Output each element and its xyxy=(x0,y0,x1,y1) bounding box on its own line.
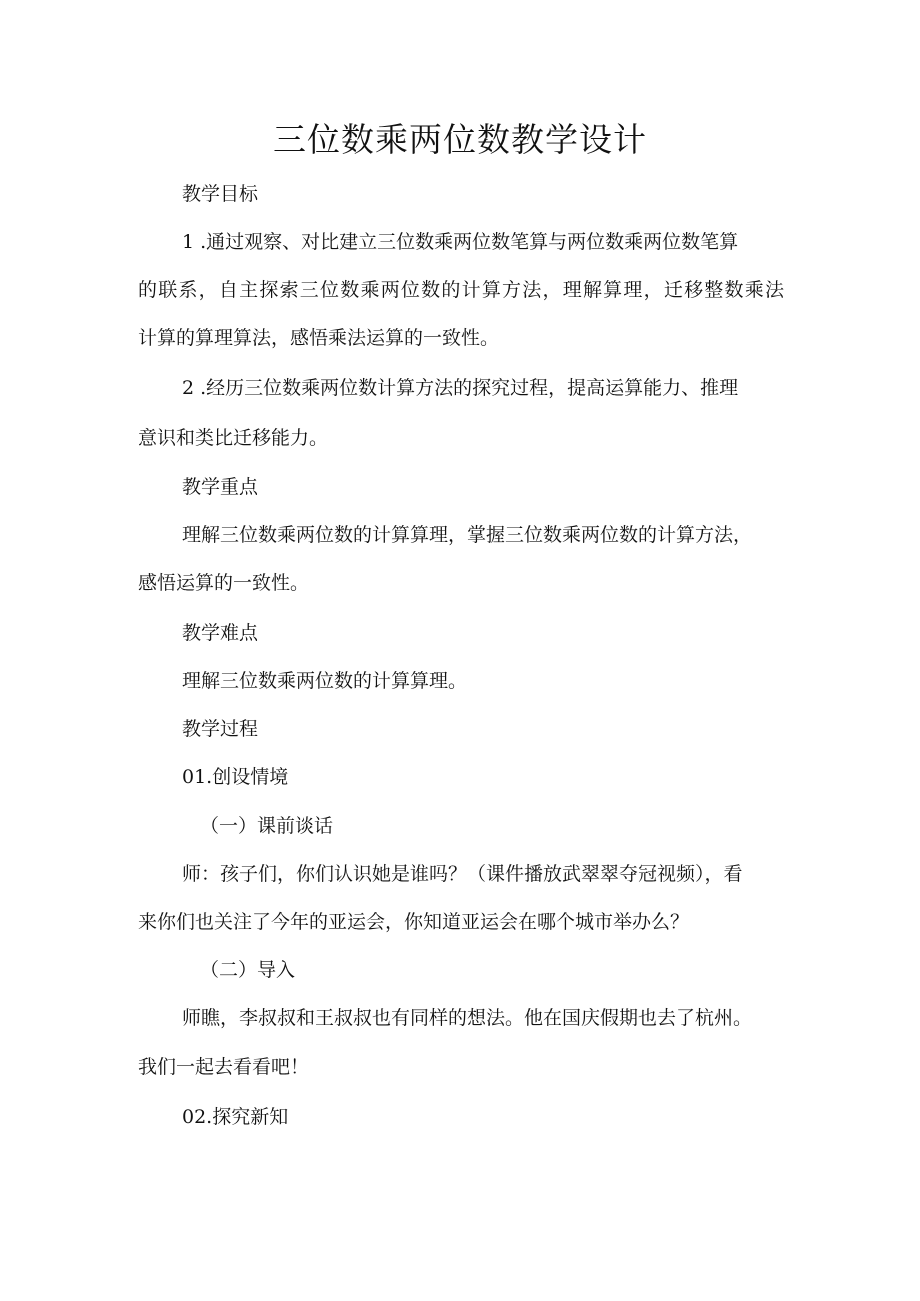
dialogue-2-line-1: 师瞧，李叔叔和王叔叔也有同样的想法。他在国庆假期也去了杭州。 xyxy=(182,1007,753,1029)
dialogue-1-line-1: 师：孩子们，你们认识她是谁吗？（课件播放武翠翠夺冠视频），看 xyxy=(182,863,743,885)
difficulty-heading: 教学难点 xyxy=(182,622,259,644)
section-02-heading: 02.探究新知 xyxy=(182,1106,289,1128)
dialogue-1-line-2: 来你们也关注了今年的亚运会，你知道亚运会在哪个城市举办么？ xyxy=(138,911,690,933)
goal-1-line-2: 的联系，自主探索三位数乘两位数的计算方法，理解算理，迁移整数乘法 xyxy=(138,279,784,301)
key-heading: 教学重点 xyxy=(182,476,259,498)
difficulty-text: 理解三位数乘两位数的计算算理。 xyxy=(182,670,468,692)
subsection-2-heading: （二）导入 xyxy=(200,959,296,981)
subsection-1-heading: （一）课前谈话 xyxy=(200,815,334,837)
goal-1-line-1: 1 .通过观察、对比建立三位数乘两位数笔算与两位数乘两位数笔算 xyxy=(182,231,739,253)
dialogue-2-line-2: 我们一起去看看吧！ xyxy=(138,1056,310,1078)
key-text-line-1: 理解三位数乘两位数的计算算理，掌握三位数乘两位数的计算方法， xyxy=(182,524,753,546)
goal-heading: 教学目标 xyxy=(182,183,259,205)
goal-2-line-2: 意识和类比迁移能力。 xyxy=(138,427,329,449)
document-title: 三位数乘两位数教学设计 xyxy=(273,120,647,159)
goal-2-line-1: 2 .经历三位数乘两位数计算方法的探究过程，提高运算能力、推理 xyxy=(182,377,739,399)
key-text-line-2: 感悟运算的一致性。 xyxy=(138,572,310,594)
process-heading: 教学过程 xyxy=(182,718,259,740)
section-01-heading: 01.创设情境 xyxy=(182,766,289,788)
goal-1-line-3: 计算的算理算法，感悟乘法运算的一致性。 xyxy=(138,327,500,349)
